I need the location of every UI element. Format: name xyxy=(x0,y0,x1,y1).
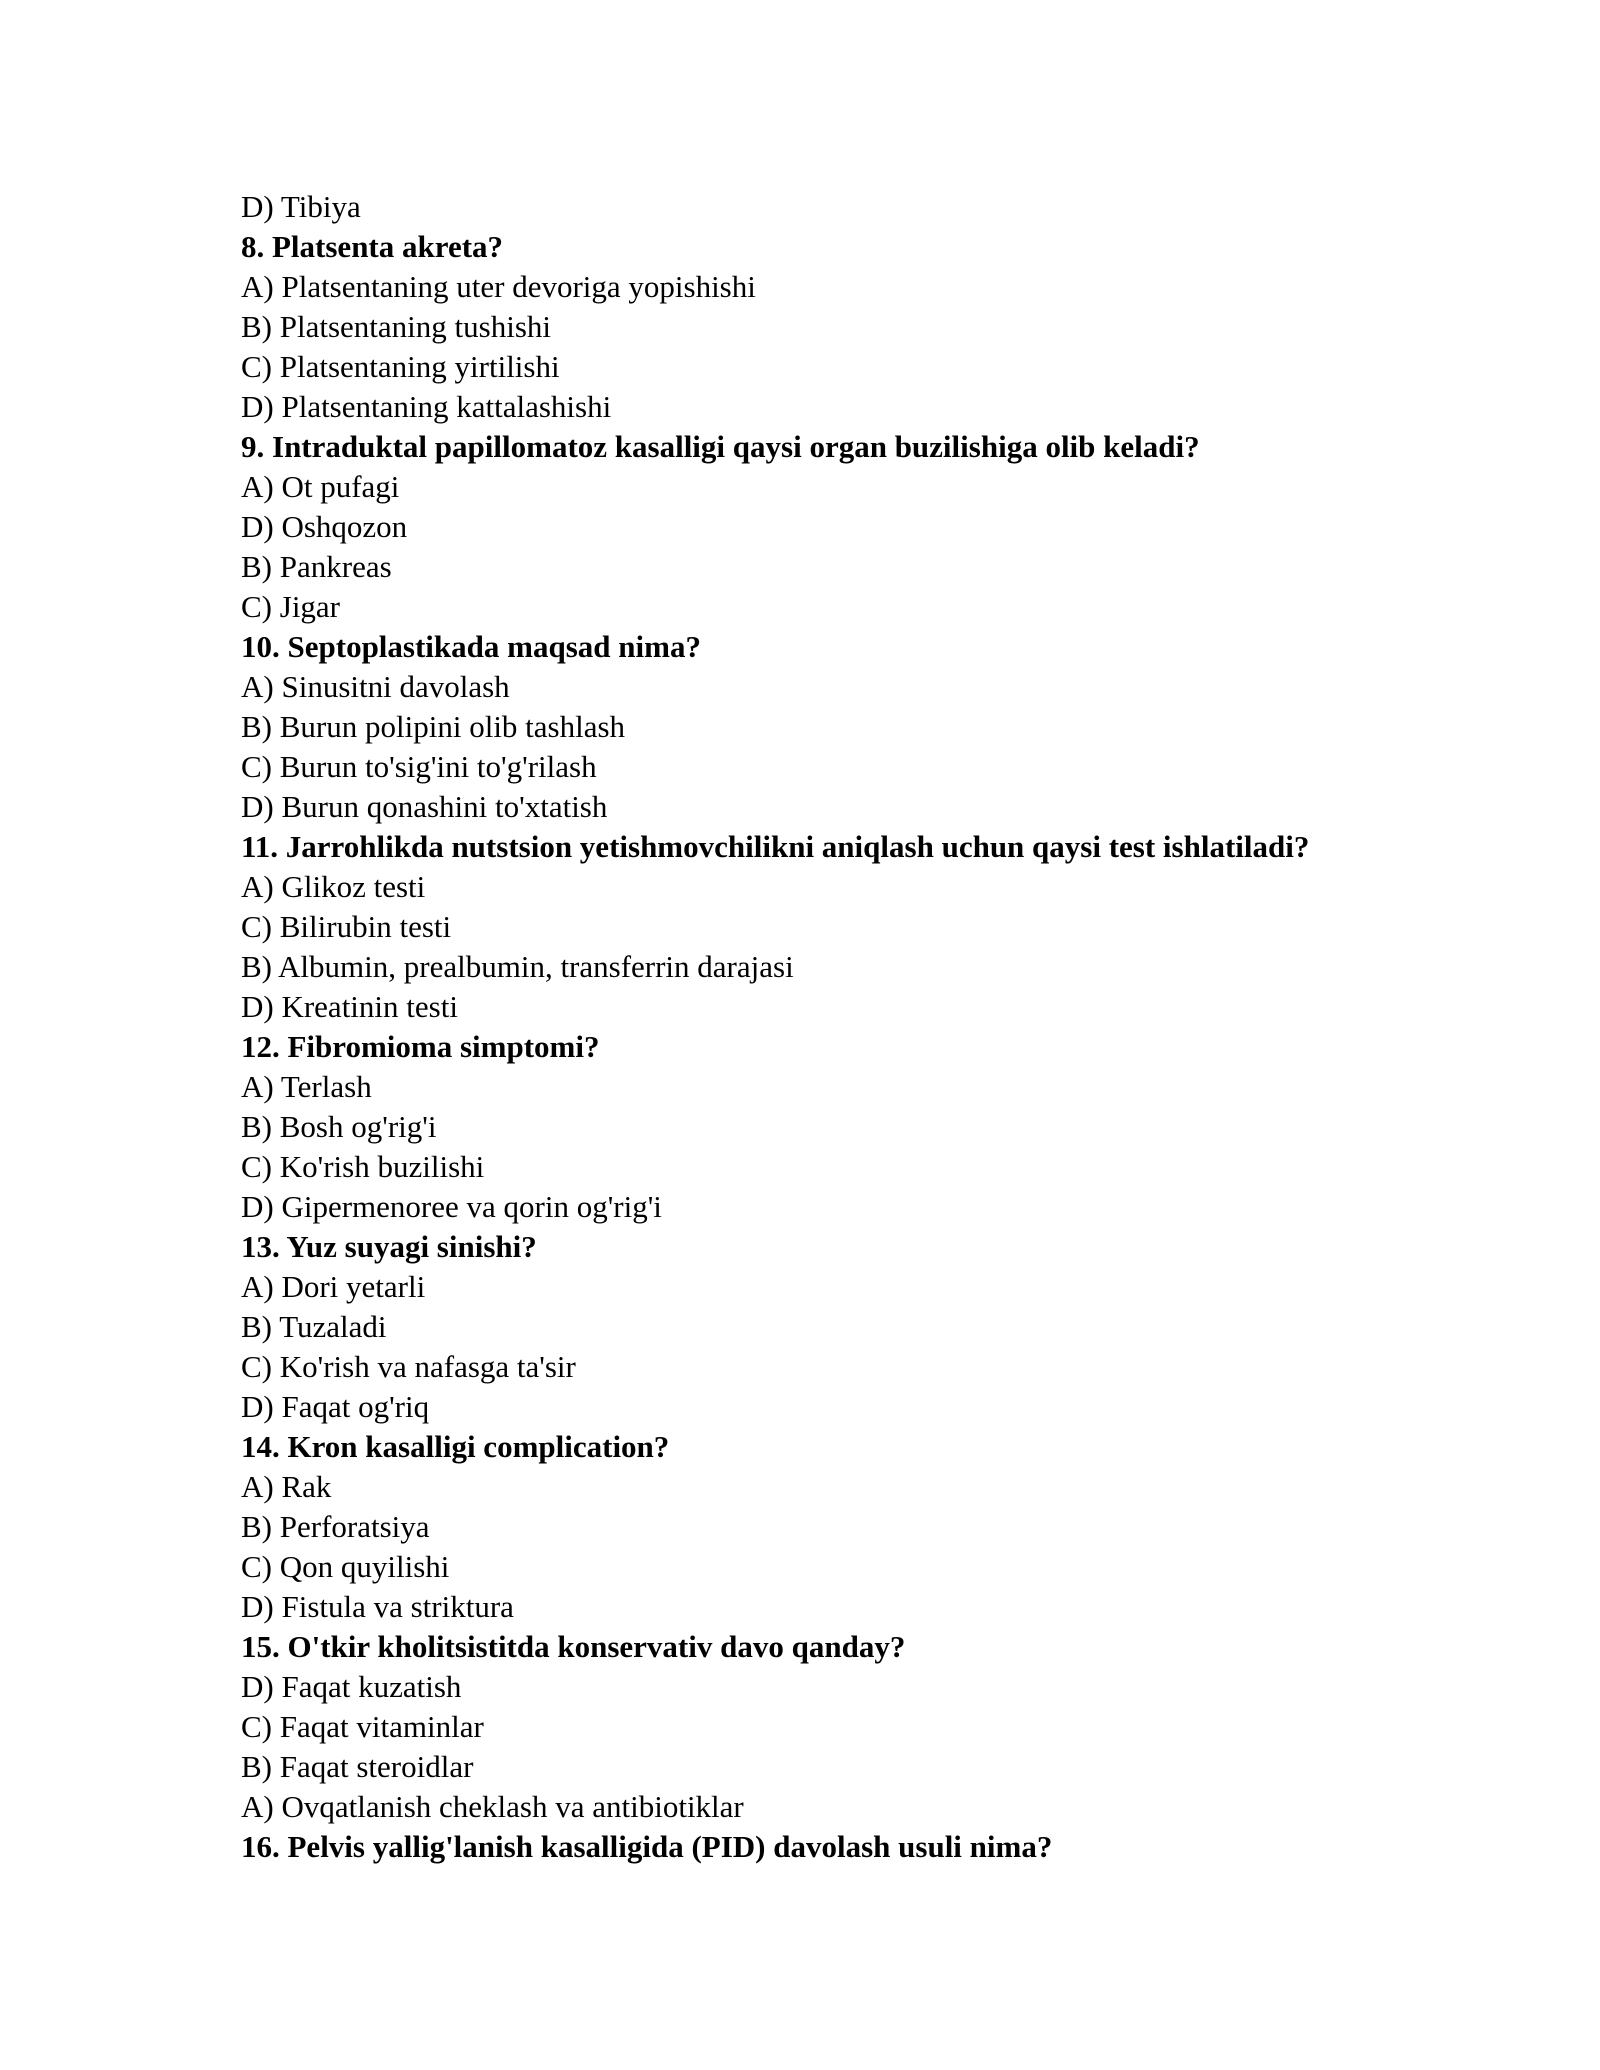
option-line: D) Faqat kuzatish xyxy=(241,1669,462,1704)
option-line: A) Ot pufagi xyxy=(241,469,400,504)
option-line: D) Faqat og'riq xyxy=(241,1389,430,1424)
question-line: 9. Intraduktal papillomatoz kasalligi qaysi organ buzilishiga olib keladi? xyxy=(241,429,1200,464)
option-line: C) Ko'rish buzilishi xyxy=(241,1149,485,1184)
option-line: A) Rak xyxy=(241,1469,332,1504)
question-line: 11. Jarrohlikda nutstsion yetishmovchilikni aniqlash uchun qaysi test ishlatiladi? xyxy=(241,829,1310,864)
option-line: C) Faqat vitaminlar xyxy=(241,1709,484,1744)
option-line: D) Gipermenoree va qorin og'rig'i xyxy=(241,1189,662,1224)
option-line: C) Bilirubin testi xyxy=(241,909,452,944)
option-line: C) Platsentaning yirtilishi xyxy=(241,349,560,384)
question-line: 16. Pelvis yallig'lanish kasalligida (PID) davolash usuli nima? xyxy=(241,1829,1053,1864)
option-line: B) Pankreas xyxy=(241,549,392,584)
option-line: B) Albumin, prealbumin, transferrin darajasi xyxy=(241,949,794,984)
option-line: B) Platsentaning tushishi xyxy=(241,309,551,344)
option-line: D) Oshqozon xyxy=(241,509,408,544)
option-line: B) Tuzaladi xyxy=(241,1309,387,1344)
question-line: 13. Yuz suyagi sinishi? xyxy=(241,1229,537,1264)
option-line: C) Burun to'sig'ini to'g'rilash xyxy=(241,749,597,784)
option-line: B) Faqat steroidlar xyxy=(241,1749,474,1784)
option-line: A) Ovqatlanish cheklash va antibiotiklar xyxy=(241,1789,744,1824)
question-line: 12. Fibromioma simptomi? xyxy=(241,1029,600,1064)
option-line: A) Dori yetarli xyxy=(241,1269,426,1304)
option-line: B) Bosh og'rig'i xyxy=(241,1109,437,1144)
quiz-content xyxy=(241,187,1441,1867)
option-line: D) Burun qonashini to'xtatish xyxy=(241,789,608,824)
option-line: A) Sinusitni davolash xyxy=(241,669,510,704)
option-line: D) Platsentaning kattalashishi xyxy=(241,389,612,424)
option-line: D) Fistula va striktura xyxy=(241,1589,514,1624)
question-line: 14. Kron kasalligi complication? xyxy=(241,1429,670,1464)
option-line: D) Kreatinin testi xyxy=(241,989,458,1024)
option-line: C) Jigar xyxy=(241,589,341,624)
option-line: C) Qon quyilishi xyxy=(241,1549,450,1584)
question-line: 8. Platsenta akreta? xyxy=(241,229,504,264)
option-line: B) Perforatsiya xyxy=(241,1509,430,1544)
option-line: B) Burun polipini olib tashlash xyxy=(241,709,626,744)
question-line: 10. Septoplastikada maqsad nima? xyxy=(241,629,701,664)
option-line: C) Ko'rish va nafasga ta'sir xyxy=(241,1349,576,1384)
question-line: 15. O'tkir kholitsistitda konservativ davo qanday? xyxy=(241,1629,906,1664)
option-line: A) Platsentaning uter devoriga yopishishi xyxy=(241,269,756,304)
option-line: D) Tibiya xyxy=(241,189,361,224)
option-line: A) Terlash xyxy=(241,1069,372,1104)
option-line: A) Glikoz testi xyxy=(241,869,426,904)
